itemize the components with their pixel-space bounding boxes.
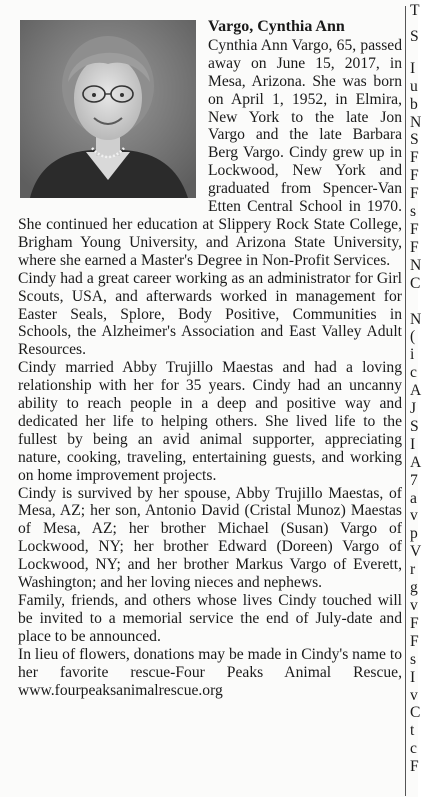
adjacent-column-line: c bbox=[410, 740, 417, 758]
adjacent-column-line: N bbox=[410, 256, 422, 274]
adjacent-column-line: v bbox=[410, 686, 418, 704]
obituary-paragraph-6: In lieu of flowers, donations may be made in Cindy's name to her favorite rescue-Four Peaks Animal Rescue, www.fourpeaksanimalrescue.org bbox=[18, 645, 402, 699]
adjacent-column-line: s bbox=[410, 650, 417, 668]
adjacent-column-line: c bbox=[410, 364, 417, 382]
adjacent-column-line: p bbox=[410, 525, 418, 543]
adjacent-column-line: b bbox=[410, 95, 418, 113]
adjacent-column-line: a bbox=[410, 489, 417, 507]
adjacent-column-line: r bbox=[410, 561, 416, 579]
adjacent-column-line: C bbox=[410, 274, 421, 292]
adjacent-column-line: A bbox=[410, 382, 422, 400]
adjacent-column-fragment bbox=[410, 0, 422, 797]
adjacent-column-line: I bbox=[410, 668, 416, 686]
adjacent-column-line: t bbox=[410, 722, 415, 740]
column-divider bbox=[405, 6, 406, 796]
adjacent-column-line: s bbox=[410, 203, 417, 221]
adjacent-column-line: N bbox=[410, 113, 422, 131]
adjacent-column-line: g bbox=[410, 579, 418, 597]
adjacent-column-line: v bbox=[410, 507, 418, 525]
adjacent-column-line: F bbox=[410, 758, 419, 776]
adjacent-column-line: v bbox=[410, 597, 418, 614]
adjacent-column-line: V bbox=[410, 543, 422, 561]
adjacent-column-line: J bbox=[410, 400, 417, 418]
adjacent-column-line: ( bbox=[410, 328, 416, 346]
adjacent-column-line bbox=[410, 293, 422, 311]
adjacent-column-line: N bbox=[410, 310, 422, 328]
adjacent-column-line: F bbox=[410, 167, 419, 185]
adjacent-column-line: S bbox=[410, 131, 419, 149]
obituary-column bbox=[18, 18, 402, 699]
adjacent-column-line: T bbox=[410, 2, 420, 19]
portrait-photo bbox=[20, 20, 196, 198]
obituary-paragraph-3: Cindy married Abby Trujillo Maestas and had a loving relationship with her for 35 years. Cindy had an uncanny ability to reach people in a deep and positive way and dedicated her life to helping others. She lived life to the fullest by being an avid animal supporter, appreciating nature, cooking, traveling, entertaining guests, and working on home improvement projects. bbox=[18, 359, 402, 484]
adjacent-column-line: C bbox=[410, 704, 421, 722]
adjacent-column-line: F bbox=[410, 632, 419, 650]
obituary-paragraph-4: Cindy is survived by her spouse, Abby Trujillo Maestas, of Mesa, AZ; her son, Antonio David (Cristal Munoz) Maestas of Mesa, AZ; her brother Michael (Susan) Vargo of Lockwood, NY; her brother Edward (Doreen) Vargo of Lockwood, NY; and her brother Markus Vargo of Everett, Washington; and her loving nieces and nephews. bbox=[18, 484, 402, 592]
adjacent-column-line: S bbox=[410, 27, 419, 45]
adjacent-column-line: I bbox=[410, 435, 416, 453]
adjacent-column-line: i bbox=[410, 346, 415, 364]
portrait-image bbox=[20, 20, 196, 198]
obituary-paragraph-5: Family, friends, and others whose lives Cindy touched will be invited to a memorial service the end of July-date and place to be announced. bbox=[18, 592, 402, 645]
obituary-paragraph-2: Cindy had a great career working as an administrator for Girl Scouts, USA, and afterwards worked in management for Easter Seals, Splore, Body Positive, Communities in Schools, the Alzheimer's Association and East Valley Adult Resources. bbox=[18, 269, 402, 359]
adjacent-column-line: F bbox=[410, 220, 419, 238]
adjacent-column-line: F bbox=[410, 614, 419, 632]
adjacent-column-line: F bbox=[410, 238, 419, 256]
adjacent-column-line: A bbox=[410, 453, 422, 471]
adjacent-column-line: F bbox=[410, 185, 419, 203]
obituary-paragraph-1: Cynthia Ann Vargo, 65, passed away on June 15, 2017, in Mesa, Arizona. She was born on April 1, 1952, in Elmira, New York to the late Jon Vargo and the late Barbara Berg Vargo. Cindy grew up in Lockwood, New York and graduated from Spencer-Van Etten Central School in 1970. She continued her education at Slippery Rock State College, Brigham Young University, and Arizona State University, where she earned a Master's Degree in Non-Profit Services. bbox=[18, 36, 402, 269]
adjacent-column-line: S bbox=[410, 417, 419, 435]
adjacent-column-line: 7 bbox=[410, 471, 418, 489]
adjacent-column-line: F bbox=[410, 149, 419, 167]
adjacent-column-line: I bbox=[410, 59, 416, 77]
adjacent-column-line: u bbox=[410, 77, 418, 95]
obituary-heading: Vargo, Cynthia Ann bbox=[208, 18, 345, 35]
